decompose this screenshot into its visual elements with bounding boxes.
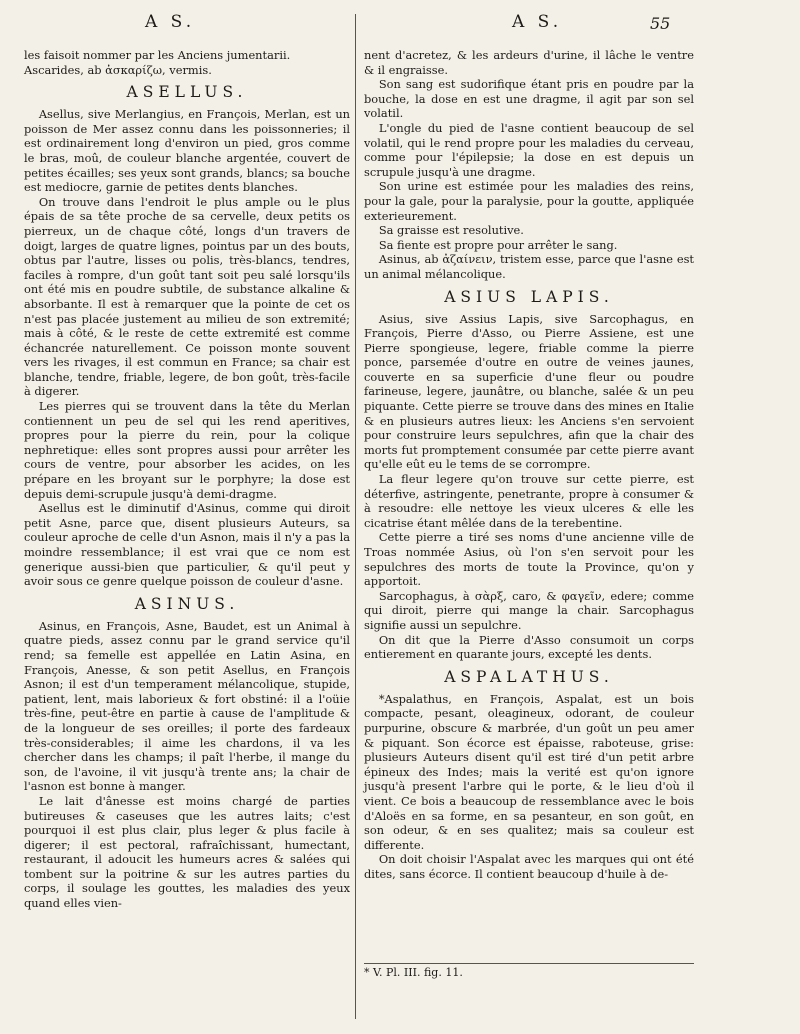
left-running-head: A S. bbox=[145, 12, 196, 32]
section-heading-asinus: ASINUS. bbox=[134, 594, 240, 613]
paragraph: On doit choisir l'Aspalat avec les marques qui ont été dites, sans écorce. Il contient beaucoup d'huile à de- bbox=[364, 852, 694, 881]
page-number: 55 bbox=[650, 14, 671, 33]
paragraph: La fleur legere qu'on trouve sur cette pierre, est déterfive, astringente, penetrante, propre à consumer & à resoudre: elle nettoye les vieux ulceres & elle les cicatrise étant mêlée dans de la terebentine. bbox=[364, 472, 694, 530]
footnote-text: * V. Pl. III. fig. 11. bbox=[364, 966, 463, 979]
section-heading-aspalathus: ASPALATHUS. bbox=[444, 667, 614, 686]
paragraph: Ascarides, ab ἀσκαρίζω, vermis. bbox=[24, 62, 212, 77]
paragraph: Asinus, en François, Asne, Baudet, est un Animal à quatre pieds, assez connu par le grand service qu'il rend; sa femelle est appellée en Latin Asina, en François, Anesse, & son petit Asellus, en François Asnon; il est d'un temperament mélancolique, stupide, patient, lent, mais laborieux & fort obstiné: il a l'oüie très-fine, peut-être en partie à cause de l'amplitude & de la longueur de ses oreilles; il porte des fardeaux très-considerables; il aime les chardons, il va les chercher dans les champs; il paît l'herbe, il mange du son, de l'avoine, il vit jusqu'à trente ans; la chair de l'asnon est bonne à manger. bbox=[24, 618, 350, 794]
paragraph: Sa graisse est resolutive. bbox=[378, 223, 524, 238]
paragraph: Son sang est sudorifique étant pris en poudre par la bouche, la dose en est une dragme, il agit par son sel volatil. bbox=[364, 77, 694, 121]
section-heading-asellus: ASELLUS. bbox=[126, 83, 248, 102]
paragraph: les faisoit nommer par les Anciens jumentarii. bbox=[24, 48, 291, 62]
paragraph: Asinus, ab ἀζαίνειν, tristem esse, parce que l'asne est un animal mélancolique. bbox=[364, 252, 694, 281]
paragraph: Les pierres qui se trouvent dans la tête du Merlan contiennent un peu de sel qui les rend aperitives, propres pour la pierre du rein, pour la colique nephretique: elles sont propres aussi pour arrêter les cours de ventre, pour absorber les acides, on les prépare en les broyant sur le porphyre; la dose est depuis demi-scrupule jusqu'à demi-dragme. bbox=[24, 399, 350, 501]
column-divider bbox=[355, 14, 356, 1019]
section-heading-asius-lapis: ASIUS LAPIS. bbox=[444, 287, 614, 306]
paragraph: On dit que la Pierre d'Asso consumoit un corps entierement en quarante jours, excepté les dents. bbox=[364, 632, 694, 662]
paragraph: On trouve dans l'endroit le plus ample ou le plus épais de sa tête proche de sa cervelle, deux petits os pierreux, un de chaque côté, longs d'un travers de doigt, larges de quatre lignes, pointus par un des bouts, obtus par l'autre, lisses ou polis, très-blancs, tendres, faciles à rompre, d'un goût tant soit peu salé lorsqu'ils ont été mis en poudre subtile, de substance alkaline & absorbante. Il est à remarquer que la pointe de cet os n'est pas placée justement au milieu de son extremité; mais à côté, & le reste de cette extremité est comme échancrée naturellement. Ce poisson monte souvent vers les rivages, il est commun en France; sa chair est blanche, tendre, friable, legere, de bon goût, très-facile à digerer. bbox=[24, 194, 350, 399]
footnote-rule bbox=[364, 963, 694, 964]
paragraph: Asius, sive Assius Lapis, sive Sarcophagus, en François, Pierre d'Asso, ou Pierre Assiene, est une Pierre spongieuse, legere, friable comme la pierre ponce, parsemée d'outre en outre de veines jaunes, couverte en sa superficie d'une fleur ou poudre farineuse, legere, jaunâtre, ou blanche, salée & un peu piquante. Cette pierre se trouve dans des mines en Italie & en plusieurs autres lieux: les Anciens s'en servoient pour construire leurs sepulchres, afin que la chair des morts fut promptement consumée par cette pierre avant qu'elle eût eu le tems de se corrompre. bbox=[364, 311, 694, 472]
paragraph: Sarcophagus, à σὰρξ, caro, & φαγεῖν, edere; comme qui diroit, pierre qui mange la chair. Sarcophagus signifie aussi un sepulchre. bbox=[364, 588, 694, 632]
paragraph: Cette pierre a tiré ses noms d'une ancienne ville de Troas nommée Asius, où l'on s'en servoit pour les sepulchres des morts de toute la Province, qu'on y apportoit. bbox=[364, 530, 694, 589]
left-column bbox=[24, 48, 350, 911]
paragraph: nent d'acretez, & les ardeurs d'urine, il lâche le ventre & il engraisse. bbox=[364, 48, 694, 77]
paragraph: Le lait d'ânesse est moins chargé de parties butireuses & caseuses que les autres laits; c'est pourquoi il est plus clair, plus leger & plus facile à digerer; il est pectoral, rafraîchissant, humectant, restaurant, il adoucit les humeurs acres & salées qui tombent sur la poitrine & sur les autres parties du corps, il soulage les gouttes, les maladies des yeux quand elles vien- bbox=[24, 793, 350, 911]
paragraph: L'ongle du pied de l'asne contient beaucoup de sel volatil, qui le rend propre pour les maladies du cerveau, comme pour l'épilepsie; la dose en est depuis un scrupule jusqu'à une dragme. bbox=[364, 120, 694, 179]
paragraph: Son urine est estimée pour les maladies des reins, pour la gale, pour la paralysie, pour la goutte, appliquée exterieurement. bbox=[364, 179, 694, 223]
footnote bbox=[364, 963, 694, 979]
paragraph: Sa fiente est propre pour arrêter le sang. bbox=[378, 237, 618, 252]
right-column bbox=[364, 48, 694, 881]
paragraph: Asellus, sive Merlangius, en François, Merlan, est un poisson de Mer assez connu dans les poissonneries; il est ordinairement long d'environ un pied, gros comme le bras, moû, de couleur blanche argentée, couvert de petites écailles; ses yeux sont grands, blancs; sa bouche est mediocre, garnie de petites dents blanches. bbox=[24, 107, 350, 195]
right-running-head: A S. bbox=[512, 12, 563, 32]
paragraph: Asellus est le diminutif d'Asinus, comme qui diroit petit Asne, parce que, disent plusieurs Auteurs, sa couleur aproche de celle d'un Asnon, mais il n'y a pas la moindre ressemblance; il est vrai que ce nom est generique aussi-bien que particulier, & qu'il peut y avoir sous ce genre quelque poisson de couleur d'asne. bbox=[24, 501, 350, 589]
paragraph: *Aspalathus, en François, Aspalat, est un bois compacte, pesant, oleagineux, odorant, de couleur purpurine, obscure & marbrée, d'un goût un peu amer & piquant. Son écorce est épaisse, raboteuse, grise: plusieurs Auteurs disent qu'il est tiré d'un petit arbre épineux des Indes; mais la verité est qu'on ignore jusqu'à present l'arbre qui le porte, & le lieu d'où il vient. Ce bois a beaucoup de ressemblance avec le bois d'Aloës en sa forme, en sa pesanteur, en son goût, en son odeur, & en ses qualitez; mais sa couleur est differente. bbox=[364, 691, 694, 852]
